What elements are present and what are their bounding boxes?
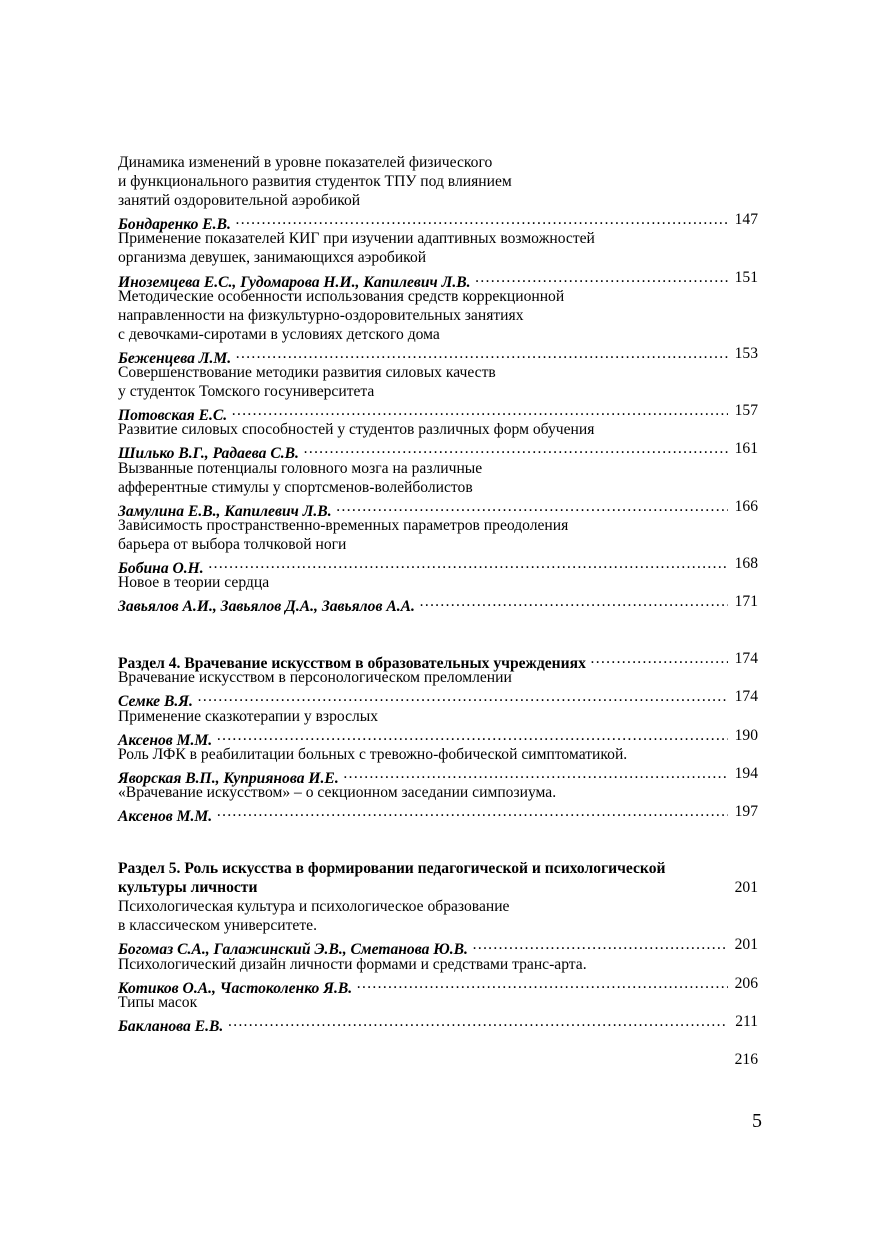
page-ref: 197 xyxy=(734,803,758,820)
entry-authors-line xyxy=(118,687,758,711)
page-ref: 147 xyxy=(734,211,758,229)
dot-leader xyxy=(303,439,728,458)
page-ref: 206 xyxy=(734,974,758,992)
dot-leader xyxy=(227,1012,728,1031)
section-5-heading-line-1 xyxy=(118,859,758,878)
page-ref: 166 xyxy=(734,497,758,515)
dot-leader xyxy=(216,726,728,745)
section-title-line-2: культуры личности xyxy=(118,879,258,897)
entry-title-line: у студенток Томского госуниверситета xyxy=(118,383,375,401)
page-ref: 174 xyxy=(734,650,758,668)
page-ref: 201 xyxy=(734,936,758,954)
entry-title-line: Роль ЛФК в реабилитации больных с тревожно-фобической симптоматикой. xyxy=(118,745,628,763)
page-ref: 194 xyxy=(734,764,758,782)
entry-title-line: Динамика изменений в уровне показателей физического xyxy=(118,154,493,171)
page-ref: 153 xyxy=(734,344,758,362)
entry-title-line: направленности на физкультурно-оздоровительных занятиях xyxy=(118,306,524,324)
entry-title-line: Вызванные потенциалы головного мозга на различные xyxy=(118,459,483,477)
entry-title-line: афферентные стимулы у спортсменов-волейболистов xyxy=(118,478,473,496)
dot-leader xyxy=(336,497,728,516)
entry-authors-line xyxy=(118,802,758,825)
entry-title-line: с девочками-сиротами в условиях детского дома xyxy=(118,325,440,343)
entries-group-4 xyxy=(118,668,758,825)
dot-leader xyxy=(475,268,728,287)
entry-title-line: Врачевание искусством в персонологическом преломлении xyxy=(118,669,512,687)
toc-entry xyxy=(118,993,758,1035)
toc-entry xyxy=(118,955,758,997)
entry-authors: Бакланова Е.В. xyxy=(118,1017,224,1035)
entry-authors: Замулина Е.В., Капилевич Л.В. xyxy=(118,502,332,520)
entry-title-line: барьера от выбора толчковой ноги xyxy=(118,535,347,553)
dot-leader xyxy=(216,802,728,821)
page-number: 5 xyxy=(752,1110,762,1132)
entries-group-5 xyxy=(118,897,758,1035)
entry-authors-line xyxy=(118,268,758,291)
section-title: Раздел 4. Врачевание искусством в образовательных учреждениях xyxy=(118,655,586,673)
dot-leader xyxy=(356,974,728,993)
entry-title-line: Методические особенности использования средств коррекционной xyxy=(118,287,565,305)
entry-authors-line xyxy=(118,344,758,367)
dot-leader xyxy=(235,344,728,363)
dot-leader xyxy=(590,649,728,668)
entry-authors: Завьялов А.И., Завьялов Д.А., Завьялов А.А. xyxy=(118,598,415,616)
entry-title-line: Зависимость пространственно-временных параметров преодоления xyxy=(118,516,569,534)
entry-authors: Шилько В.Г., Радаева С.В. xyxy=(118,445,299,463)
entry-authors: Яворская В.П., Куприянова И.Е. xyxy=(118,769,339,787)
entry-title-line: занятий оздоровительной аэробикой xyxy=(118,192,361,210)
entry-authors-line xyxy=(118,439,758,463)
toc-entry xyxy=(118,745,758,787)
page-ref: 174 xyxy=(734,688,758,706)
page-ref: 151 xyxy=(734,268,758,286)
entry-authors: Семке В.Я. xyxy=(118,693,193,711)
toc-entry xyxy=(118,459,758,520)
entry-authors-line xyxy=(118,592,758,616)
entry-authors-line xyxy=(118,935,758,959)
dot-leader xyxy=(343,764,728,783)
entry-authors-line xyxy=(118,554,758,577)
toc-entry xyxy=(118,783,758,825)
toc-entry xyxy=(118,516,758,577)
toc-entry xyxy=(118,573,758,616)
dot-leader xyxy=(208,554,728,573)
toc-entry xyxy=(118,363,758,425)
toc-entry xyxy=(118,707,758,749)
entry-title-line: Новое в теории сердца xyxy=(118,574,270,592)
entry-title-line: Психологическая культура и психологическое образование xyxy=(118,898,510,916)
entries-group-1 xyxy=(118,153,758,616)
section-title-line-1: Раздел 5. Роль искусства в формировании педагогической и психологической xyxy=(118,860,666,878)
dot-leader xyxy=(419,592,728,611)
entry-title-line: Развитие силовых способностей у студентов различных форм обучения xyxy=(118,421,595,439)
trailing-page-line xyxy=(118,1050,758,1069)
entry-authors-line xyxy=(118,764,758,787)
entry-authors-line xyxy=(118,1012,758,1035)
dot-leader xyxy=(197,687,728,706)
entry-authors: Иноземцева Е.С., Гудомарова Н.И., Капилевич Л.В. xyxy=(118,273,471,291)
entry-title-line: Типы масок xyxy=(118,993,198,1011)
section-4-heading xyxy=(118,649,758,673)
entry-title-line: Применение показателей КИГ при изучении адаптивных возможностей xyxy=(118,230,595,248)
page-ref: 211 xyxy=(735,1012,758,1030)
entry-title-line: и функционального развития студенток ТПУ под влиянием xyxy=(118,173,512,191)
entry-authors: Беженцева Л.М. xyxy=(118,349,232,367)
toc-entry xyxy=(118,153,758,234)
page-ref: 161 xyxy=(734,440,758,458)
entry-authors: Потовская Е.С. xyxy=(118,407,228,425)
entry-authors: Аксенов М.М. xyxy=(118,731,213,749)
entry-authors: Аксенов М.М. xyxy=(118,808,213,825)
page-ref: 168 xyxy=(734,554,758,572)
entry-authors-line xyxy=(118,974,758,997)
toc-entry xyxy=(118,287,758,367)
page-ref: 157 xyxy=(734,402,758,420)
dot-leader xyxy=(231,401,728,420)
entry-authors-line xyxy=(118,401,758,425)
entry-authors: Котиков О.А., Частоколенко Я.В. xyxy=(118,979,353,997)
toc-entry xyxy=(118,668,758,711)
entry-authors-line xyxy=(118,210,758,234)
entry-title-line: Психологический дизайн личности формами и средствами транс-арта. xyxy=(118,955,587,973)
entry-authors: Богомаз С.А., Галажинский Э.В., Сметанова Ю.В. xyxy=(118,941,468,959)
entry-authors: Бондаренко Е.В. xyxy=(118,216,231,234)
entry-title-line: Совершенствование методики развития силовых качеств xyxy=(118,364,496,382)
toc-entry xyxy=(118,897,758,959)
entry-authors-line xyxy=(118,726,758,749)
toc-entry xyxy=(118,229,758,291)
entry-title-line: организма девушек, занимающихся аэробикой xyxy=(118,249,427,267)
entry-authors: Бобина О.Н. xyxy=(118,559,204,577)
toc-entry xyxy=(118,420,758,463)
page-ref: 216 xyxy=(734,1050,758,1068)
page-ref: 171 xyxy=(734,593,758,611)
page-ref: 201 xyxy=(734,879,758,897)
table-of-contents xyxy=(118,153,758,1069)
page-ref: 190 xyxy=(734,726,758,744)
entry-title-line: в классическом университете. xyxy=(118,917,317,935)
dot-leader xyxy=(472,935,728,954)
dot-leader xyxy=(235,210,728,229)
entry-title-line: Применение сказкотерапии у взрослых xyxy=(118,707,379,725)
section-5-heading-line-2 xyxy=(118,878,758,897)
entry-title-line: «Врачевание искусством» – о секционном заседании симпозиума. xyxy=(118,783,557,801)
entry-authors-line xyxy=(118,497,758,520)
